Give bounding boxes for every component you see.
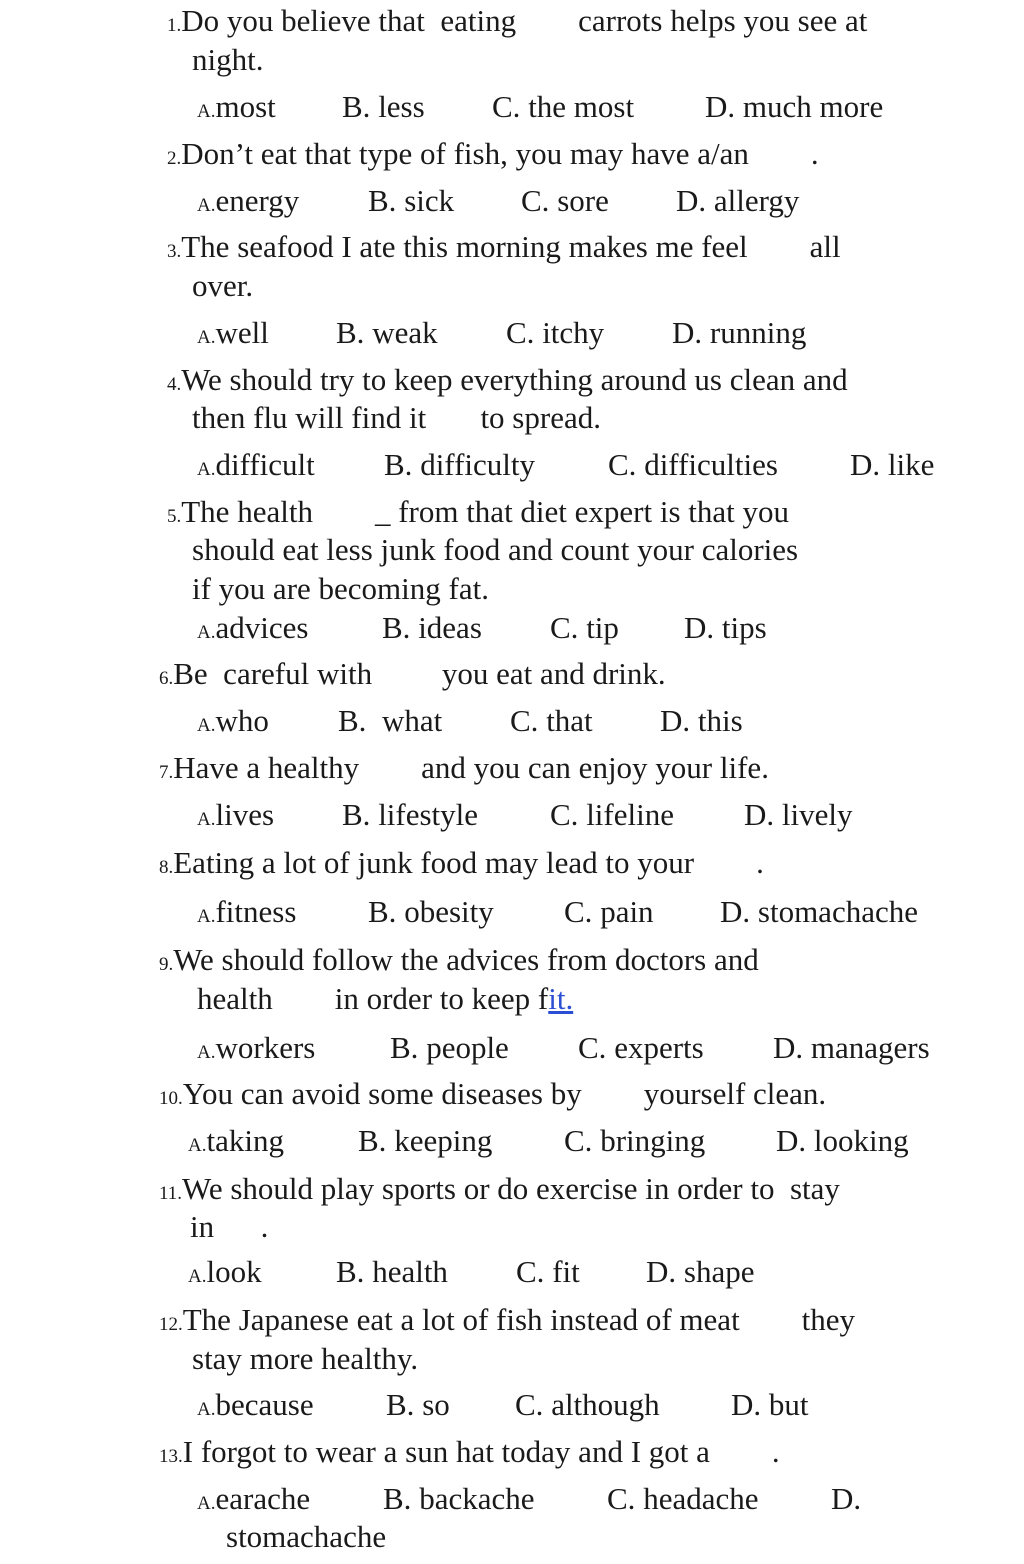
option-13a[interactable]: A.earache xyxy=(197,1481,311,1516)
question-1-line-1: 1.Do you believe that eating carrots helps you see at xyxy=(167,3,868,38)
option-2b[interactable]: B. sick xyxy=(368,183,455,218)
option-1c[interactable]: C. the most xyxy=(492,89,635,124)
option-11b[interactable]: B. health xyxy=(336,1254,448,1289)
option-12c[interactable]: C. although xyxy=(515,1387,660,1422)
option-9d[interactable]: D. managers xyxy=(773,1030,930,1065)
option-4a[interactable]: A.difficult xyxy=(197,447,315,482)
option-6d[interactable]: D. this xyxy=(660,703,743,738)
option-4c[interactable]: C. difficulties xyxy=(608,447,778,482)
question-11-line-1: 11.We should play sports or do exercise in order to stay xyxy=(159,1171,840,1206)
option-8a[interactable]: A.fitness xyxy=(197,894,297,929)
question-4-line-2: then flu will find it to spread. xyxy=(192,400,601,435)
option-7a[interactable]: A.lives xyxy=(197,797,275,832)
option-2d[interactable]: D. allergy xyxy=(676,183,800,218)
option-7d[interactable]: D. lively xyxy=(744,797,853,832)
question-9-line-1: 9.We should follow the advices from doctors and xyxy=(159,942,759,977)
option-13d-text[interactable]: stomachache xyxy=(226,1519,387,1554)
option-6b[interactable]: B. what xyxy=(338,703,443,738)
option-13c[interactable]: C. headache xyxy=(607,1481,759,1516)
option-1a[interactable]: A.most xyxy=(197,89,276,124)
option-1b[interactable]: B. less xyxy=(342,89,425,124)
question-1-line-2: night. xyxy=(192,42,264,77)
option-10b[interactable]: B. keeping xyxy=(358,1123,493,1158)
option-9a[interactable]: A.workers xyxy=(197,1030,316,1065)
question-3-line-2: over. xyxy=(192,268,254,303)
option-12a[interactable]: A.because xyxy=(197,1387,314,1422)
option-3b[interactable]: B. weak xyxy=(336,315,438,350)
question-11-line-2: in . xyxy=(190,1209,269,1244)
question-6-line-1: 6.Be careful with you eat and drink. xyxy=(159,656,666,691)
option-9b[interactable]: B. people xyxy=(390,1030,509,1065)
question-5-line-3: if you are becoming fat. xyxy=(192,571,489,606)
option-11c[interactable]: C. fit xyxy=(516,1254,580,1289)
option-6c[interactable]: C. that xyxy=(510,703,593,738)
question-3-line-1: 3.The seafood I ate this morning makes me feel all xyxy=(167,229,841,264)
option-9c[interactable]: C. experts xyxy=(578,1030,704,1065)
option-5d[interactable]: D. tips xyxy=(684,610,767,645)
question-4-line-1: 4.We should try to keep everything around us clean and xyxy=(167,362,848,397)
option-13b[interactable]: B. backache xyxy=(383,1481,535,1516)
option-2c[interactable]: C. sore xyxy=(521,183,609,218)
option-10d[interactable]: D. looking xyxy=(776,1123,909,1158)
question-7-line-1: 7.Have a healthy and you can enjoy your life. xyxy=(159,750,769,785)
option-7c[interactable]: C. lifeline xyxy=(550,797,674,832)
option-11d[interactable]: D. shape xyxy=(646,1254,755,1289)
option-8d[interactable]: D. stomachache xyxy=(720,894,918,929)
option-6a[interactable]: A.who xyxy=(197,703,269,738)
option-4b[interactable]: B. difficulty xyxy=(384,447,535,482)
option-10c[interactable]: C. bringing xyxy=(564,1123,706,1158)
option-8b[interactable]: B. obesity xyxy=(368,894,494,929)
option-13d[interactable]: D. xyxy=(831,1481,862,1516)
option-1d[interactable]: D. much more xyxy=(705,89,884,124)
question-13-line-1: 13.I forgot to wear a sun hat today and I got a . xyxy=(159,1434,780,1469)
option-7b[interactable]: B. lifestyle xyxy=(342,797,479,832)
question-9-line-2: health in order to keep fit. xyxy=(197,981,574,1016)
option-4d[interactable]: D. like xyxy=(850,447,935,482)
question-12-line-1: 12.The Japanese eat a lot of fish instead of meat they xyxy=(159,1302,856,1337)
question-5-line-1: 5.The health _ from that diet expert is that you xyxy=(167,494,790,529)
option-5c[interactable]: C. tip xyxy=(550,610,619,645)
option-5a[interactable]: A.advices xyxy=(197,610,309,645)
question-2-line-1: 2.Don’t eat that type of fish, you may have a/an . xyxy=(167,136,819,171)
option-3c[interactable]: C. itchy xyxy=(506,315,605,350)
question-12-line-2: stay more healthy. xyxy=(192,1341,419,1376)
option-11a[interactable]: A.look xyxy=(188,1254,262,1289)
question-10-line-1: 10.You can avoid some diseases by yourself clean. xyxy=(159,1076,827,1111)
question-8-line-1: 8.Eating a lot of junk food may lead to your . xyxy=(159,845,764,880)
option-10a[interactable]: A.taking xyxy=(188,1123,284,1158)
fit-link[interactable]: it. xyxy=(548,981,574,1016)
option-2a[interactable]: A.energy xyxy=(197,183,300,218)
question-5-line-2: should eat less junk food and count your calories xyxy=(192,532,799,567)
option-3d[interactable]: D. running xyxy=(672,315,807,350)
option-8c[interactable]: C. pain xyxy=(564,894,654,929)
option-12b[interactable]: B. so xyxy=(386,1387,450,1422)
option-12d[interactable]: D. but xyxy=(731,1387,809,1422)
option-5b[interactable]: B. ideas xyxy=(382,610,482,645)
option-3a[interactable]: A.well xyxy=(197,315,269,350)
